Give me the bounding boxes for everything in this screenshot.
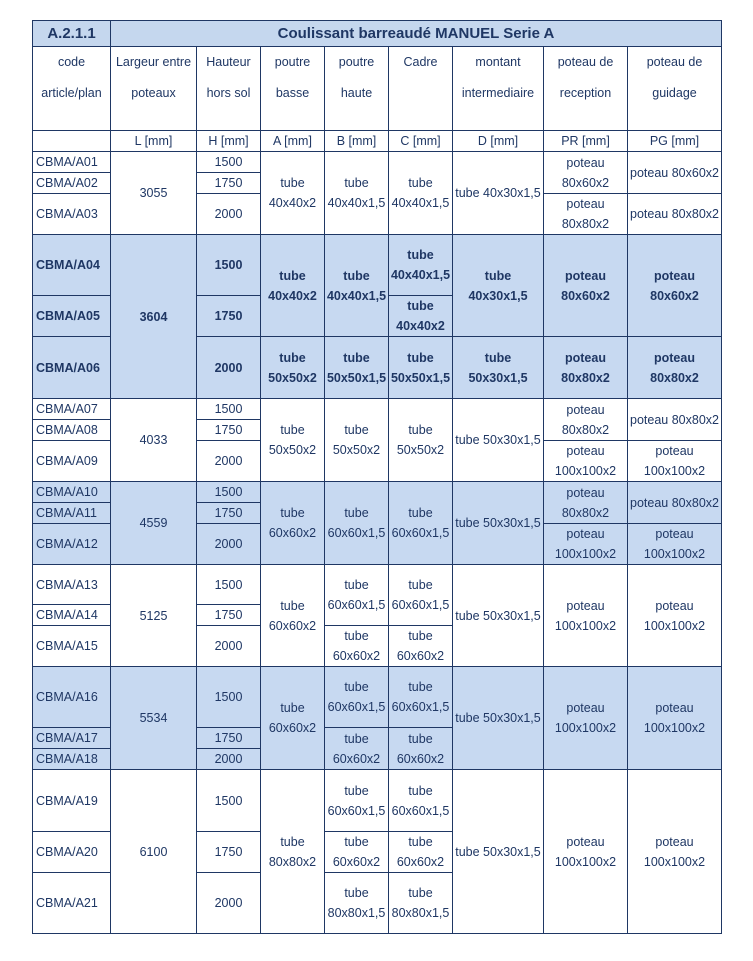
height-cell: 1750 [197,420,261,441]
montant-cell: tube 50x30x1,5 [453,482,544,565]
width-cell: 4559 [111,482,197,565]
height-cell: 1750 [197,832,261,873]
cadre-cell: tube 40x40x2 [389,296,453,337]
poutre-basse-cell: tube 60x60x2 [261,667,325,770]
unit-a: A [mm] [261,131,325,152]
cadre-cell: tube 60x60x1,5 [389,667,453,728]
height-cell: 1500 [197,482,261,503]
poteau-reception-cell: poteau 80x60x2 [544,152,628,194]
unit-code [33,131,111,152]
height-cell: 2000 [197,626,261,667]
poutre-haute-cell: tube 60x60x2 [325,626,389,667]
poteau-reception-cell: poteau 100x100x2 [544,524,628,565]
poteau-guidage-cell: poteau 80x60x2 [628,152,722,194]
poteau-reception-cell: poteau 80x80x2 [544,482,628,524]
header-poteau-reception: poteau de reception [544,47,628,131]
poutre-basse-cell: tube 40x40x2 [261,235,325,337]
montant-cell: tube 40x30x1,5 [453,235,544,337]
code-cell: CBMA/A04 [33,235,111,296]
montant-cell: tube 50x30x1,5 [453,770,544,934]
poutre-haute-cell: tube 60x60x1,5 [325,667,389,728]
height-cell: 2000 [197,194,261,235]
montant-cell: tube 50x30x1,5 [453,565,544,667]
poteau-reception-cell: poteau 100x100x2 [544,667,628,770]
poutre-basse-cell: tube 60x60x2 [261,482,325,565]
header-row [33,47,722,131]
spec-table [32,20,722,934]
poutre-haute-cell: tube 60x60x2 [325,832,389,873]
poutre-haute-cell: tube 50x50x1,5 [325,337,389,399]
montant-cell: tube 50x30x1,5 [453,399,544,482]
poteau-guidage-cell: poteau 100x100x2 [628,441,722,482]
unit-d: D [mm] [453,131,544,152]
unit-b: B [mm] [325,131,389,152]
header-montant: montant intermediaire [453,47,544,131]
poutre-haute-cell: tube 80x80x1,5 [325,873,389,934]
table-row [33,482,722,503]
code-cell: CBMA/A21 [33,873,111,934]
units-row [33,131,722,152]
height-cell: 2000 [197,873,261,934]
poteau-guidage-cell: poteau 80x80x2 [628,194,722,235]
cadre-cell: tube 50x50x2 [389,399,453,482]
header-code: code article/plan [33,47,111,131]
montant-cell: tube 50x30x1,5 [453,337,544,399]
header-height: Hauteur hors sol [197,47,261,131]
code-cell: CBMA/A09 [33,441,111,482]
poteau-reception-cell: poteau 80x80x2 [544,194,628,235]
code-cell: CBMA/A03 [33,194,111,235]
table-row [33,565,722,605]
poteau-reception-cell: poteau 80x80x2 [544,337,628,399]
height-cell: 1500 [197,565,261,605]
poteau-reception-cell: poteau 80x60x2 [544,235,628,337]
poteau-reception-cell: poteau 100x100x2 [544,441,628,482]
poutre-haute-cell: tube 60x60x1,5 [325,482,389,565]
code-cell: CBMA/A02 [33,173,111,194]
code-cell: CBMA/A07 [33,399,111,420]
height-cell: 2000 [197,749,261,770]
cadre-cell: tube 60x60x2 [389,626,453,667]
code-cell: CBMA/A10 [33,482,111,503]
table-row [33,399,722,420]
poutre-basse-cell: tube 50x50x2 [261,337,325,399]
width-cell: 4033 [111,399,197,482]
code-cell: CBMA/A14 [33,605,111,626]
height-cell: 1500 [197,152,261,173]
unit-c: C [mm] [389,131,453,152]
header-poutre-basse: poutre basse [261,47,325,131]
height-cell: 2000 [197,337,261,399]
unit-pr: PR [mm] [544,131,628,152]
code-cell: CBMA/A12 [33,524,111,565]
poutre-haute-cell: tube 40x40x1,5 [325,152,389,235]
unit-h: H [mm] [197,131,261,152]
code-cell: CBMA/A20 [33,832,111,873]
poutre-basse-cell: tube 60x60x2 [261,565,325,667]
code-cell: CBMA/A01 [33,152,111,173]
montant-cell: tube 40x30x1,5 [453,152,544,235]
table-row [33,770,722,832]
poutre-haute-cell: tube 60x60x2 [325,728,389,770]
code-cell: CBMA/A18 [33,749,111,770]
height-cell: 1750 [197,728,261,749]
height-cell: 1750 [197,503,261,524]
table-title: Coulissant barreaudé MANUEL Serie A [111,21,722,47]
poteau-guidage-cell: poteau 80x80x2 [628,482,722,524]
poutre-haute-cell: tube 60x60x1,5 [325,770,389,832]
height-cell: 1500 [197,235,261,296]
code-cell: CBMA/A08 [33,420,111,441]
poutre-haute-cell: tube 60x60x1,5 [325,565,389,626]
poteau-guidage-cell: poteau 100x100x2 [628,524,722,565]
poutre-basse-cell: tube 50x50x2 [261,399,325,482]
height-cell: 1500 [197,667,261,728]
width-cell: 5534 [111,667,197,770]
unit-pg: PG [mm] [628,131,722,152]
poteau-guidage-cell: poteau 80x60x2 [628,235,722,337]
poteau-guidage-cell: poteau 80x80x2 [628,399,722,441]
poutre-haute-cell: tube 50x50x2 [325,399,389,482]
header-poteau-guidage: poteau de guidage [628,47,722,131]
width-cell: 5125 [111,565,197,667]
height-cell: 1500 [197,399,261,420]
code-cell: CBMA/A19 [33,770,111,832]
cadre-cell: tube 60x60x1,5 [389,482,453,565]
height-cell: 1750 [197,173,261,194]
cadre-cell: tube 40x40x1,5 [389,152,453,235]
header-cadre: Cadre [389,47,453,131]
poteau-reception-cell: poteau 100x100x2 [544,770,628,934]
width-cell: 3055 [111,152,197,235]
poutre-basse-cell: tube 40x40x2 [261,152,325,235]
code-cell: CBMA/A11 [33,503,111,524]
table-row [33,152,722,173]
header-width: Largeur entre poteaux [111,47,197,131]
width-cell: 3604 [111,235,197,399]
code-cell: CBMA/A13 [33,565,111,605]
poteau-guidage-cell: poteau 100x100x2 [628,770,722,934]
title-row [33,21,722,47]
cadre-cell: tube 50x50x1,5 [389,337,453,399]
montant-cell: tube 50x30x1,5 [453,667,544,770]
poteau-reception-cell: poteau 100x100x2 [544,565,628,667]
poutre-basse-cell: tube 80x80x2 [261,770,325,934]
height-cell: 2000 [197,524,261,565]
table-row [33,667,722,728]
unit-l: L [mm] [111,131,197,152]
poutre-haute-cell: tube 40x40x1,5 [325,235,389,337]
height-cell: 2000 [197,441,261,482]
table-row [33,235,722,296]
table-id: A.2.1.1 [33,21,111,47]
cadre-cell: tube 60x60x2 [389,728,453,770]
header-poutre-haute: poutre haute [325,47,389,131]
code-cell: CBMA/A05 [33,296,111,337]
cadre-cell: tube 40x40x1,5 [389,235,453,296]
poteau-guidage-cell: poteau 100x100x2 [628,667,722,770]
poteau-guidage-cell: poteau 80x80x2 [628,337,722,399]
code-cell: CBMA/A06 [33,337,111,399]
cadre-cell: tube 60x60x2 [389,832,453,873]
height-cell: 1750 [197,605,261,626]
poteau-guidage-cell: poteau 100x100x2 [628,565,722,667]
height-cell: 1750 [197,296,261,337]
height-cell: 1500 [197,770,261,832]
width-cell: 6100 [111,770,197,934]
cadre-cell: tube 80x80x1,5 [389,873,453,934]
poteau-reception-cell: poteau 80x80x2 [544,399,628,441]
cadre-cell: tube 60x60x1,5 [389,770,453,832]
code-cell: CBMA/A17 [33,728,111,749]
cadre-cell: tube 60x60x1,5 [389,565,453,626]
code-cell: CBMA/A15 [33,626,111,667]
code-cell: CBMA/A16 [33,667,111,728]
